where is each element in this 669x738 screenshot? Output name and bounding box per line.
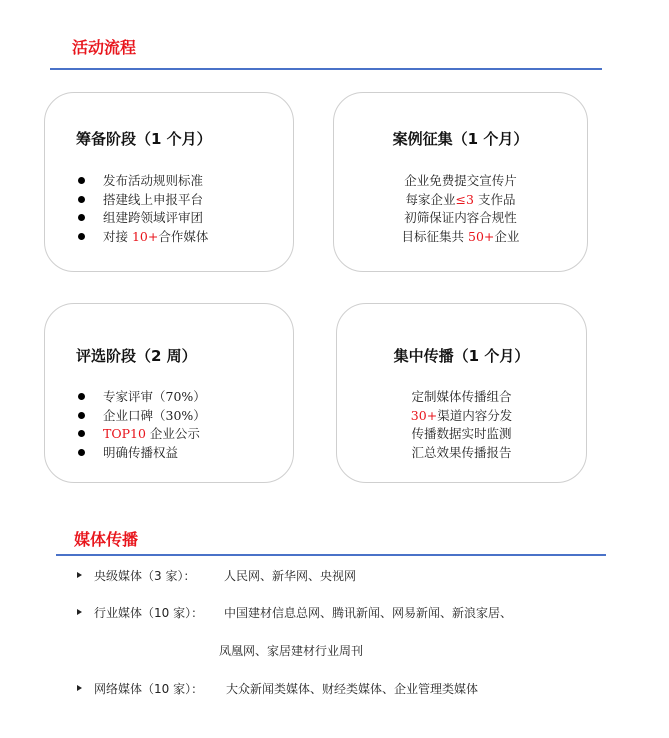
item-text: 渠道内容分发 — [437, 407, 513, 423]
list-item — [78, 228, 208, 247]
item-text: 对接 — [103, 228, 132, 244]
list-item — [334, 172, 587, 191]
item-text: 初筛保证内容合规性 — [404, 210, 517, 225]
item-text: 传播数据实时监测 — [411, 426, 512, 441]
bullet-dot-icon — [78, 214, 85, 221]
highlight-text: 50+ — [468, 228, 495, 244]
item-text: 企业公示 — [145, 426, 200, 441]
item-text: 每家企业 — [405, 191, 456, 207]
card-list — [334, 172, 587, 246]
item-text: 明确传播权益 — [103, 444, 179, 460]
card-title: 案例征集（1 个月） — [392, 130, 529, 148]
item-text: 支作品 — [473, 191, 516, 207]
list-item — [78, 172, 208, 191]
bullet-dot-icon — [78, 177, 85, 184]
item-text: 企业 — [494, 228, 520, 244]
item-text: 企业口碑（30%） — [103, 407, 206, 423]
list-item — [78, 209, 208, 228]
item-text: 目标征集共 — [401, 228, 469, 244]
highlight-text: 10+ — [131, 228, 159, 244]
highlight-text: TOP10 — [103, 426, 146, 441]
item-text: 合作媒体 — [158, 228, 209, 244]
section-divider — [56, 554, 606, 556]
item-text: 汇总效果传播报告 — [411, 444, 512, 460]
media-label: 网络媒体（10 家）： — [94, 682, 204, 696]
list-item — [337, 388, 586, 407]
list-item — [337, 407, 586, 426]
item-text: 发布活动规则标准 — [103, 173, 204, 188]
card-preparation — [44, 92, 294, 272]
list-item — [78, 444, 206, 463]
media-value: 中国建材信息总网、腾讯新闻、网易新闻、新浪家居、 — [224, 606, 513, 620]
media-value-continued: 凤凰网、家居建材行业周刊 — [219, 644, 364, 658]
list-item — [337, 444, 586, 463]
list-item — [78, 191, 208, 210]
item-text: 企业免费提交宣传片 — [404, 173, 517, 188]
card-title: 集中传播（1 个月） — [393, 347, 530, 365]
bullet-dot-icon — [78, 393, 85, 400]
card-title: 评选阶段（2 周） — [76, 347, 197, 365]
bullet-dot-icon — [78, 233, 85, 240]
card-list — [337, 388, 586, 462]
card-title: 筹备阶段（1 个月） — [76, 130, 212, 148]
bullet-dot-icon — [78, 449, 85, 456]
section-divider — [50, 68, 602, 70]
card-list — [78, 172, 208, 246]
media-value: 人民网、新华网、央视网 — [224, 569, 357, 583]
list-item — [78, 425, 206, 444]
bullet-triangle-icon — [77, 685, 82, 691]
bullet-dot-icon — [78, 430, 85, 437]
list-item — [334, 209, 587, 228]
bullet-dot-icon — [78, 412, 85, 419]
item-text: 组建跨领域评审团 — [103, 210, 204, 225]
list-item — [334, 228, 587, 247]
highlight-text: ≤3 — [455, 191, 474, 207]
list-item — [334, 191, 587, 210]
card-collection — [333, 92, 588, 272]
list-item — [78, 388, 206, 407]
section-title-process: 活动流程 — [72, 38, 137, 57]
bullet-triangle-icon — [77, 609, 82, 615]
item-text: 定制媒体传播组合 — [411, 389, 512, 404]
highlight-text: 30+ — [410, 407, 438, 423]
bullet-dot-icon — [78, 196, 85, 203]
card-list — [78, 388, 206, 462]
list-item — [337, 425, 586, 444]
list-item — [78, 407, 206, 426]
item-text: 搭建线上申报平台 — [103, 191, 204, 207]
section-title-media: 媒体传播 — [74, 530, 139, 549]
bullet-triangle-icon — [77, 572, 82, 578]
media-value: 大众新闻类媒体、财经类媒体、企业管理类媒体 — [226, 682, 479, 696]
card-evaluation — [44, 303, 294, 483]
media-label: 行业媒体（10 家）： — [94, 606, 204, 620]
card-dissemination — [336, 303, 587, 483]
media-label: 央级媒体（3 家）： — [94, 569, 196, 583]
item-text: 专家评审（70%） — [103, 389, 206, 404]
